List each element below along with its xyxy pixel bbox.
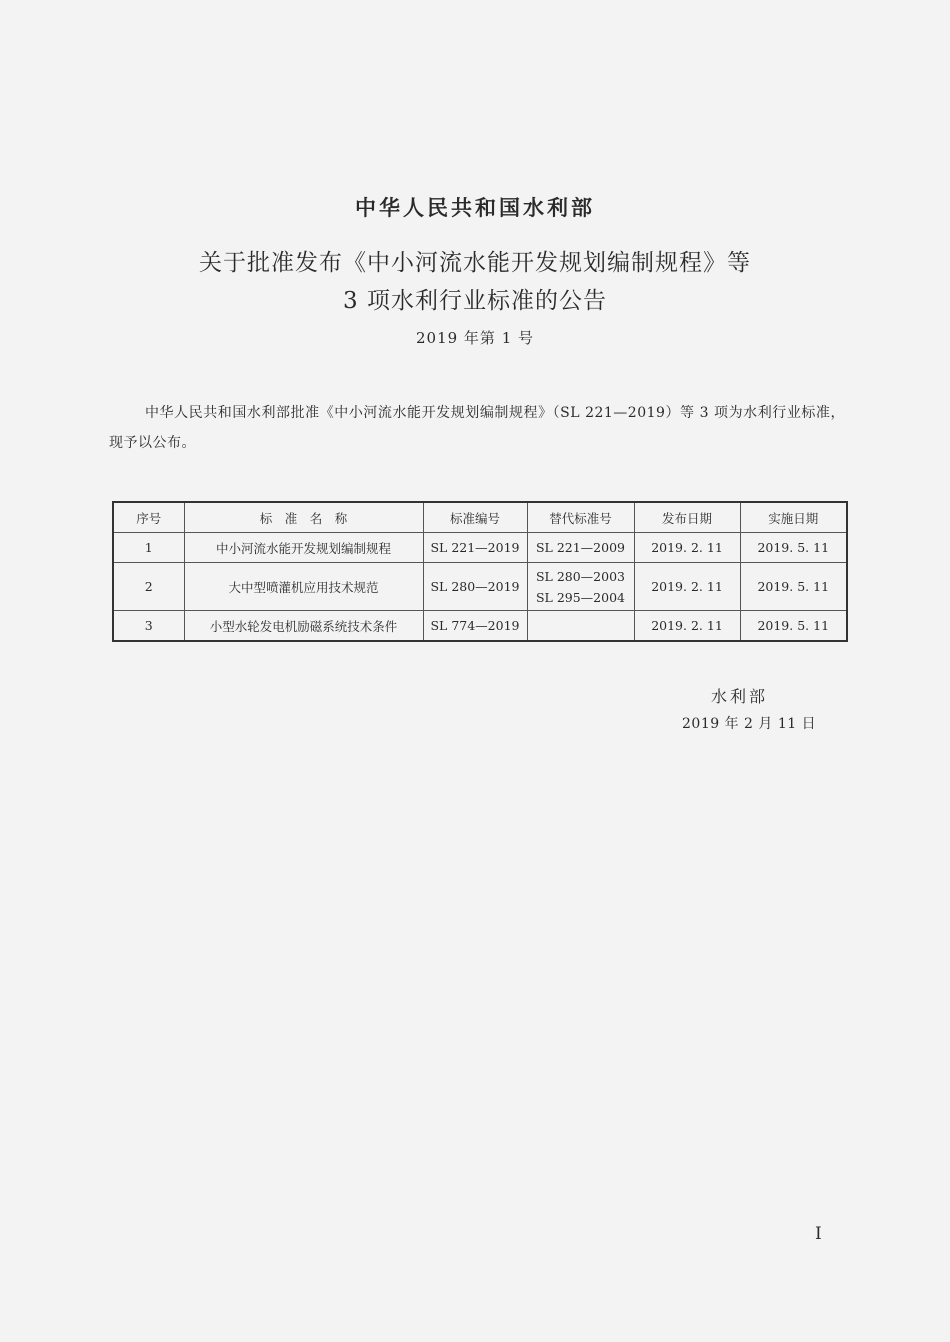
row-publish-date: 2019. 2. 11: [634, 533, 740, 563]
standards-table: [112, 501, 848, 642]
signature-date: 2019 年 2 月 11 日: [682, 716, 817, 732]
header-standard-code: 标准编号: [423, 502, 527, 533]
announcement-title-line-1: 关于批准发布《中小河流水能开发规划编制规程》等: [199, 250, 751, 276]
header-effective-date: 实施日期: [740, 502, 847, 533]
announcement-body: 中华人民共和国水利部批准《中小河流水能开发规划编制规程》（SL 221—2019）等 3 项为水利行业标准，现予以公布。: [109, 405, 845, 451]
row-publish-date: 2019. 2. 11: [634, 563, 740, 611]
replaced-code-item: SL 221—2009: [535, 540, 625, 555]
row-effective-date: 2019. 5. 11: [740, 563, 847, 611]
header-replaced-code: 替代标准号: [527, 502, 634, 533]
row-index: 3: [113, 611, 184, 642]
announcement-title-line-2: 3 项水利行业标准的公告: [343, 288, 607, 314]
page-number: I: [815, 1224, 822, 1244]
signature-organization: 水利部: [711, 687, 769, 706]
table-row: [113, 563, 847, 611]
row-publish-date: 2019. 2. 11: [634, 611, 740, 642]
row-replaced-code: [527, 533, 634, 563]
row-replaced-code: [527, 563, 634, 611]
row-standard-code: SL 221—2019: [423, 533, 527, 563]
header-standard-name: 标 准 名 称: [184, 502, 423, 533]
row-standard-name: 小型水轮发电机励磁系统技术条件: [184, 611, 423, 642]
row-standard-code: SL 280—2019: [423, 563, 527, 611]
header-index: 序号: [113, 502, 184, 533]
row-replaced-code: [527, 611, 634, 642]
table-row: [113, 533, 847, 563]
table-row: [113, 611, 847, 642]
ministry-name: 中华人民共和国水利部: [355, 195, 595, 220]
row-standard-code: SL 774—2019: [423, 611, 527, 642]
row-effective-date: 2019. 5. 11: [740, 533, 847, 563]
row-standard-name: 大中型喷灌机应用技术规范: [184, 563, 423, 611]
header-publish-date: 发布日期: [634, 502, 740, 533]
table-header-row: [113, 502, 847, 533]
row-index: 1: [113, 533, 184, 563]
replaced-code-item: SL 280—2003: [535, 568, 625, 584]
row-effective-date: 2019. 5. 11: [740, 611, 847, 642]
row-standard-name: 中小河流水能开发规划编制规程: [184, 533, 423, 563]
document-number: 2019 年第 1 号: [415, 329, 535, 347]
row-index: 2: [113, 563, 184, 611]
replaced-code-item: SL 295—2004: [535, 589, 625, 605]
